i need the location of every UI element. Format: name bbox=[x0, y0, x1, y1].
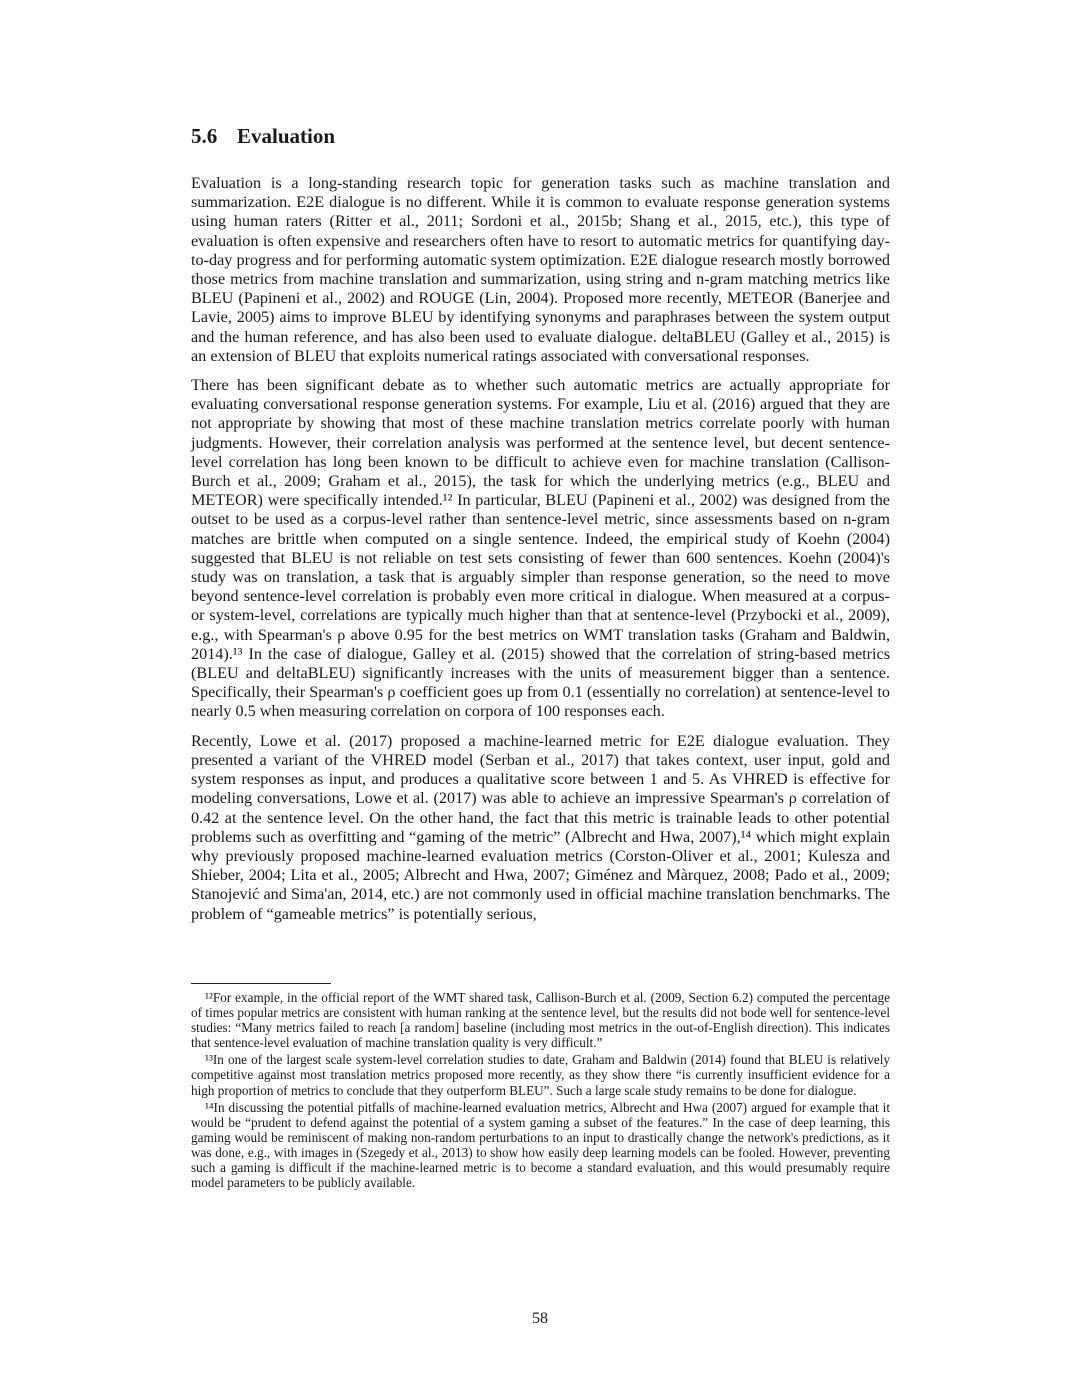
body-text bbox=[191, 174, 890, 934]
paragraph: Evaluation is a long-standing research topic for generation tasks such as machine translation and summarization. E2E dialogue is no different. While it is common to evaluate response generation systems using human raters (Ritter et al., 2011; Sordoni et al., 2015b; Shang et al., 2015, etc.), this type of evaluation is often expensive and researchers often have to resort to automatic metrics for quantifying day-to-day progress and for performing automatic system optimization. E2E dialogue research mostly borrowed those metrics from machine translation and summarization, using string and n-gram matching metrics like BLEU (Papineni et al., 2002) and ROUGE (Lin, 2004). Proposed more recently, METEOR (Banerjee and Lavie, 2005) aims to improve BLEU by identifying synonyms and paraphrases between the system output and the human reference, and has also been used to evaluate dialogue. deltaBLEU (Galley et al., 2015) is an extension of BLEU that exploits numerical ratings associated with conversational responses. bbox=[191, 174, 890, 365]
footnote-separator bbox=[191, 983, 331, 984]
paragraph: There has been significant debate as to whether such automatic metrics are actually appropriate for evaluating conversational response generation systems. For example, Liu et al. (2016) argued that they are not appropriate by showing that most of these machine translation metrics correlate poorly with human judgments. However, their correlation analysis was performed at the sentence level, but decent sentence-level correlation has long been known to be difficult to achieve even for machine translation (Callison-Burch et al., 2009; Graham et al., 2015), the task for which the underlying metrics (e.g., BLEU and METEOR) were specifically intended.¹² In particular, BLEU (Papineni et al., 2002) was designed from the outset to be used as a corpus-level rather than sentence-level metric, since assessments based on n-gram matches are brittle when computed on a single sentence. Indeed, the empirical study of Koehn (2004) suggested that BLEU is not reliable on test sets consisting of fewer than 600 sentences. Koehn (2004)'s study was on translation, a task that is arguably simpler than response generation, so the need to move beyond sentence-level correlation is probably even more critical in dialogue. When measured at a corpus- or system-level, correlations are typically much higher than that at sentence-level (Przybocki et al., 2009), e.g., with Spearman's ρ above 0.95 for the best metrics on WMT translation tasks (Graham and Baldwin, 2014).¹³ In the case of dialogue, Galley et al. (2015) showed that the correlation of string-based metrics (BLEU and deltaBLEU) significantly increases with the units of measurement bigger than a sentence. Specifically, their Spearman's ρ coefficient goes up from 0.1 (essentially no correlation) at sentence-level to nearly 0.5 when measuring correlation on corpora of 100 responses each. bbox=[191, 376, 890, 721]
footnote: ¹³In one of the largest scale system-level correlation studies to date, Graham and Baldwin (2014) found that BLEU is relatively competitive against most translation metrics proposed more recently, as they show there “is currently insufficient evidence for a high proportion of metrics to conclude that they outperform BLEU”. Such a large scale study remains to be done for dialogue. bbox=[191, 1052, 890, 1098]
section-heading bbox=[191, 124, 335, 149]
section-title: Evaluation bbox=[237, 124, 336, 148]
footnote: ¹²For example, in the official report of the WMT shared task, Callison-Burch et al. (2009, Section 6.2) computed the percentage of times popular metrics are consistent with human ranking at the sentence level, but the results did not bode well for sentence-level studies: “Many metrics failed to reach [a random] baseline (including most metrics in the out-of-English direction). This indicates that sentence-level evaluation of machine translation quality is very difficult.” bbox=[191, 990, 890, 1051]
footnotes bbox=[191, 990, 890, 1192]
footnote: ¹⁴In discussing the potential pitfalls of machine-learned evaluation metrics, Albrecht and Hwa (2007) argued for example that it would be “prudent to defend against the potential of a system gaming a subset of the features.” In the case of deep learning, this gaming would be reminiscent of making non-random perturbations to an input to drastically change the network's predictions, as it was done, e.g., with images in (Szegedy et al., 2013) to show how easily deep learning models can be fooled. However, preventing such a gaming is difficult if the machine-learned metric is to become a standard evaluation, and this would presumably require model parameters to be publicly available. bbox=[191, 1099, 890, 1191]
page-number: 58 bbox=[532, 1310, 548, 1327]
paragraph: Recently, Lowe et al. (2017) proposed a machine-learned metric for E2E dialogue evaluation. They presented a variant of the VHRED model (Serban et al., 2017) that takes context, user input, gold and system responses as input, and produces a qualitative score between 1 and 5. As VHRED is effective for modeling conversations, Lowe et al. (2017) was able to achieve an impressive Spearman's ρ correlation of 0.42 at the sentence level. On the other hand, the fact that this metric is trainable leads to other potential problems such as overfitting and “gaming of the metric” (Albrecht and Hwa, 2007),¹⁴ which might explain why previously proposed machine-learned evaluation metrics (Corston-Oliver et al., 2001; Kulesza and Shieber, 2004; Lita et al., 2005; Albrecht and Hwa, 2007; Giménez and Màrquez, 2008; Pado et al., 2009; Stanojević and Sima'an, 2014, etc.) are not commonly used in official machine translation benchmarks. The problem of “gameable metrics” is potentially serious, bbox=[191, 731, 890, 923]
section-number: 5.6 bbox=[191, 124, 218, 148]
